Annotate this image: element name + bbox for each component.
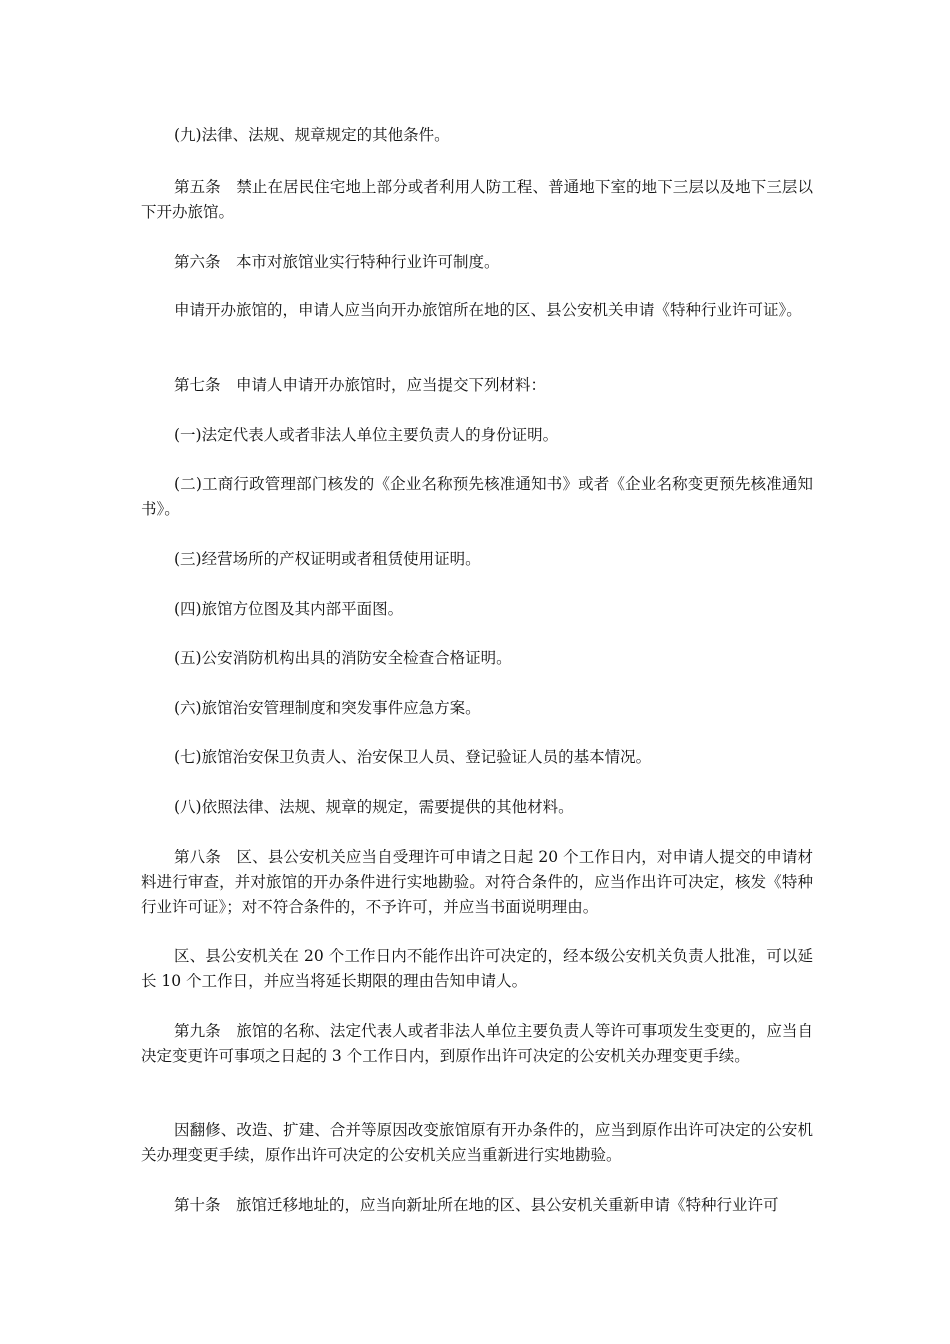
paragraph-material-8: (八)依照法律、法规、规章的规定，需要提供的其他材料。	[174, 798, 574, 816]
paragraph-condition-9: (九)法律、法规、规章规定的其他条件。	[174, 126, 450, 144]
paragraph-material-3: (三)经营场所的产权证明或者租赁使用证明。	[174, 550, 481, 568]
paragraph-material-5: (五)公安消防机构出具的消防安全检查合格证明。	[174, 649, 512, 667]
paragraph-article-5: 第五条 禁止在居民住宅地上部分或者利用人防工程、普通地下室的地下三层以及地下三层以下开办旅馆。	[141, 178, 813, 221]
paragraph-article-8: 第八条 区、县公安机关应当自受理许可申请之日起 20 个工作日内，对申请人提交的申请材料进行审查，并对旅馆的开办条件进行实地勘验。对符合条件的，应当作出许可决定，核发《特种行业许可证》；对不符合条件的，不予许可，并应当书面说明理由。	[141, 848, 813, 916]
paragraph-material-2: (二)工商行政管理部门核发的《企业名称预先核准通知书》或者《企业名称变更预先核准通知书》。	[141, 475, 813, 518]
paragraph-application-permit: 申请开办旅馆的，申请人应当向开办旅馆所在地的区、县公安机关申请《特种行业许可证》。	[174, 301, 802, 319]
paragraph-article-8-extension: 区、县公安机关在 20 个工作日内不能作出许可决定的，经本级公安机关负责人批准，可以延长 10 个工作日，并应当将延长期限的理由告知申请人。	[141, 947, 813, 990]
paragraph-article-9: 第九条 旅馆的名称、法定代表人或者非法人单位主要负责人等许可事项发生变更的，应当自决定变更许可事项之日起的 3 个工作日内，到原作出许可决定的公安机关办理变更手续。	[141, 1022, 813, 1065]
paragraph-material-4: (四)旅馆方位图及其内部平面图。	[174, 600, 404, 618]
paragraph-material-1: (一)法定代表人或者非法人单位主要负责人的身份证明。	[174, 426, 559, 444]
paragraph-material-6: (六)旅馆治安管理制度和突发事件应急方案。	[174, 699, 481, 717]
paragraph-article-10: 第十条 旅馆迁移地址的，应当向新址所在地的区、县公安机关重新申请《特种行业许可	[174, 1196, 779, 1214]
paragraph-article-6: 第六条 本市对旅馆业实行特种行业许可制度。	[174, 253, 500, 271]
paragraph-article-7: 第七条 申请人申请开办旅馆时，应当提交下列材料：	[174, 376, 547, 394]
paragraph-material-7: (七)旅馆治安保卫负责人、治安保卫人员、登记验证人员的基本情况。	[174, 748, 652, 766]
paragraph-article-9-renovation: 因翻修、改造、扩建、合并等原因改变旅馆原有开办条件的，应当到原作出许可决定的公安机关办理变更手续，原作出许可决定的公安机关应当重新进行实地勘验。	[141, 1121, 813, 1164]
